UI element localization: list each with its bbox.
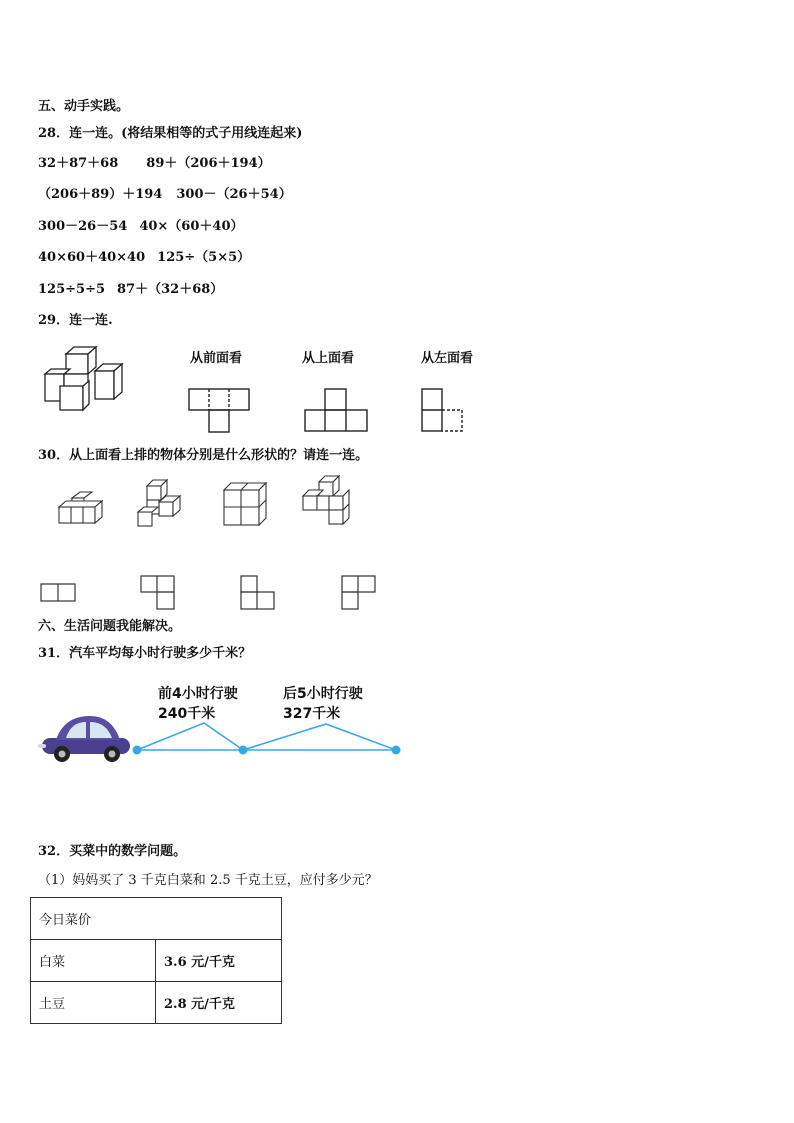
q32-title: 32．买菜中的数学问题。 [38, 844, 187, 859]
view-label-front: 从前面看 [190, 351, 243, 366]
top-view-option-4 [341, 575, 377, 611]
q28-left-expression: 300－26－54 [38, 219, 128, 234]
q28-left-expression: （206＋89）＋194 [38, 187, 163, 202]
trip-diagram [36, 710, 406, 770]
car-icon [38, 716, 130, 762]
view-label-top: 从上面看 [302, 351, 355, 366]
q29-title: 29．连一连. [38, 313, 113, 328]
table-row [31, 982, 282, 1024]
top-view-option-1 [40, 583, 76, 603]
trip-path [137, 723, 396, 750]
table-row [31, 940, 282, 982]
q28-row-1 [38, 155, 271, 173]
q32-sub-question-1: （1）妈妈买了 3 千克白菜和 2.5 千克土豆，应付多少元？ [38, 873, 378, 888]
q28-left-expression: 32＋87＋68 [38, 156, 119, 171]
segment-2-distance: 327千米 [283, 706, 341, 722]
item-name: 白菜 [31, 940, 156, 982]
q28-left-expression: 125÷5÷5 [38, 282, 106, 297]
q28-row-4 [38, 249, 250, 267]
front-view-shape [188, 388, 250, 433]
q28-title: 28．连一连。(将结果相等的式子用线连起来) [38, 126, 303, 141]
q28-left-expression: 40×60＋40×40 [38, 250, 146, 265]
q28-right-expression: 40×（60＋40） [139, 219, 244, 234]
q30-title: 30．从上面看上排的物体分别是什么形状的？请连一连。 [38, 448, 369, 463]
item-price: 3.6 元/千克 [156, 940, 282, 982]
price-table-header: 今日菜价 [31, 898, 282, 940]
q28-right-expression: 300－（26＋54） [176, 187, 292, 202]
item-price: 2.8 元/千克 [156, 982, 282, 1024]
q31-title: 31．汽车平均每小时行驶多少千米？ [38, 646, 252, 661]
q28-right-expression: 89＋（206＋194） [146, 156, 271, 171]
solid-figure-3 [221, 480, 271, 528]
cube-stack-figure [40, 344, 140, 414]
top-view-option-3 [240, 575, 276, 611]
q28-row-2 [38, 186, 292, 204]
section-six-title: 六、生活问题我能解决。 [38, 619, 182, 634]
solid-figure-1 [56, 488, 106, 526]
segment-2-duration: 后5小时行驶 [283, 686, 363, 702]
top-view-option-2 [140, 575, 176, 611]
view-label-left: 从左面看 [421, 351, 474, 366]
solid-figure-4 [299, 474, 355, 528]
q28-right-expression: 125÷（5×5） [157, 250, 251, 265]
segment-1-duration: 前4小时行驶 [158, 686, 238, 702]
segment-1-distance: 240千米 [158, 706, 216, 722]
price-table [30, 897, 282, 1024]
solid-figure-2 [135, 476, 189, 530]
left-view-shape [421, 388, 465, 433]
q28-right-expression: 87＋（32＋68） [117, 282, 224, 297]
item-name: 土豆 [31, 982, 156, 1024]
section-five-title: 五、动手实践。 [38, 99, 130, 114]
q28-row-5 [38, 281, 223, 299]
top-view-shape [304, 388, 368, 433]
q28-row-3 [38, 218, 244, 236]
